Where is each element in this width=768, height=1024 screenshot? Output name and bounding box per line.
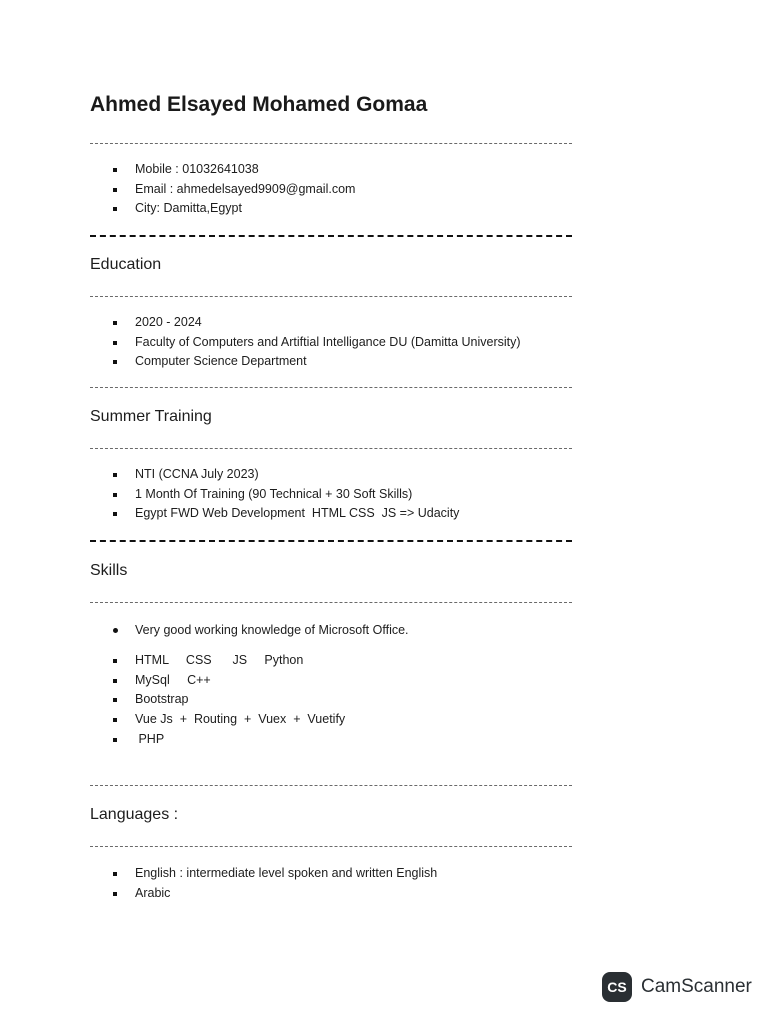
camscanner-logo-icon: CS — [602, 972, 632, 1002]
list-item: Egypt FWD Web Development HTML CSS JS => Udacity — [113, 504, 459, 524]
skills-primary-list — [113, 621, 409, 641]
list-item: NTI (CCNA July 2023) — [113, 465, 459, 485]
divider — [90, 846, 572, 847]
divider — [90, 785, 572, 786]
divider — [90, 540, 572, 542]
contact-email: Email : ahmedelsayed9909@gmail.com — [113, 180, 355, 200]
list-item: Bootstrap — [113, 690, 345, 710]
contact-mobile: Mobile : 01032641038 — [113, 160, 355, 180]
training-heading: Summer Training — [90, 408, 212, 425]
languages-list — [113, 864, 437, 903]
list-item: PHP — [113, 730, 345, 750]
list-item: 1 Month Of Training (90 Technical + 30 Soft Skills) — [113, 485, 459, 505]
contact-list — [113, 160, 355, 219]
education-heading: Education — [90, 256, 162, 273]
skills-list — [113, 651, 345, 749]
training-list — [113, 465, 459, 524]
list-item: Arabic — [113, 884, 437, 904]
skills-heading: Skills — [90, 562, 128, 579]
divider — [90, 143, 572, 144]
resume-name: Ahmed Elsayed Mohamed Gomaa — [90, 93, 428, 116]
divider — [90, 296, 572, 297]
education-list — [113, 313, 521, 372]
divider — [90, 448, 572, 449]
list-item: Faculty of Computers and Artiftial Intelligance DU (Damitta University) — [113, 333, 521, 353]
contact-city: City: Damitta,Egypt — [113, 199, 355, 219]
list-item: HTML CSS JS Python — [113, 651, 345, 671]
list-item: MySql C++ — [113, 671, 345, 691]
list-item: 2020 - 2024 — [113, 313, 521, 333]
list-item: English : intermediate level spoken and written English — [113, 864, 437, 884]
list-item: Very good working knowledge of Microsoft Office. — [113, 621, 409, 641]
divider — [90, 235, 572, 237]
languages-heading: Languages : — [90, 806, 179, 823]
list-item: Computer Science Department — [113, 352, 521, 372]
camscanner-watermark: CamScanner — [641, 976, 752, 997]
divider — [90, 387, 572, 388]
divider — [90, 602, 572, 603]
list-item: Vue Js + Routing + Vuex + Vuetify — [113, 710, 345, 730]
